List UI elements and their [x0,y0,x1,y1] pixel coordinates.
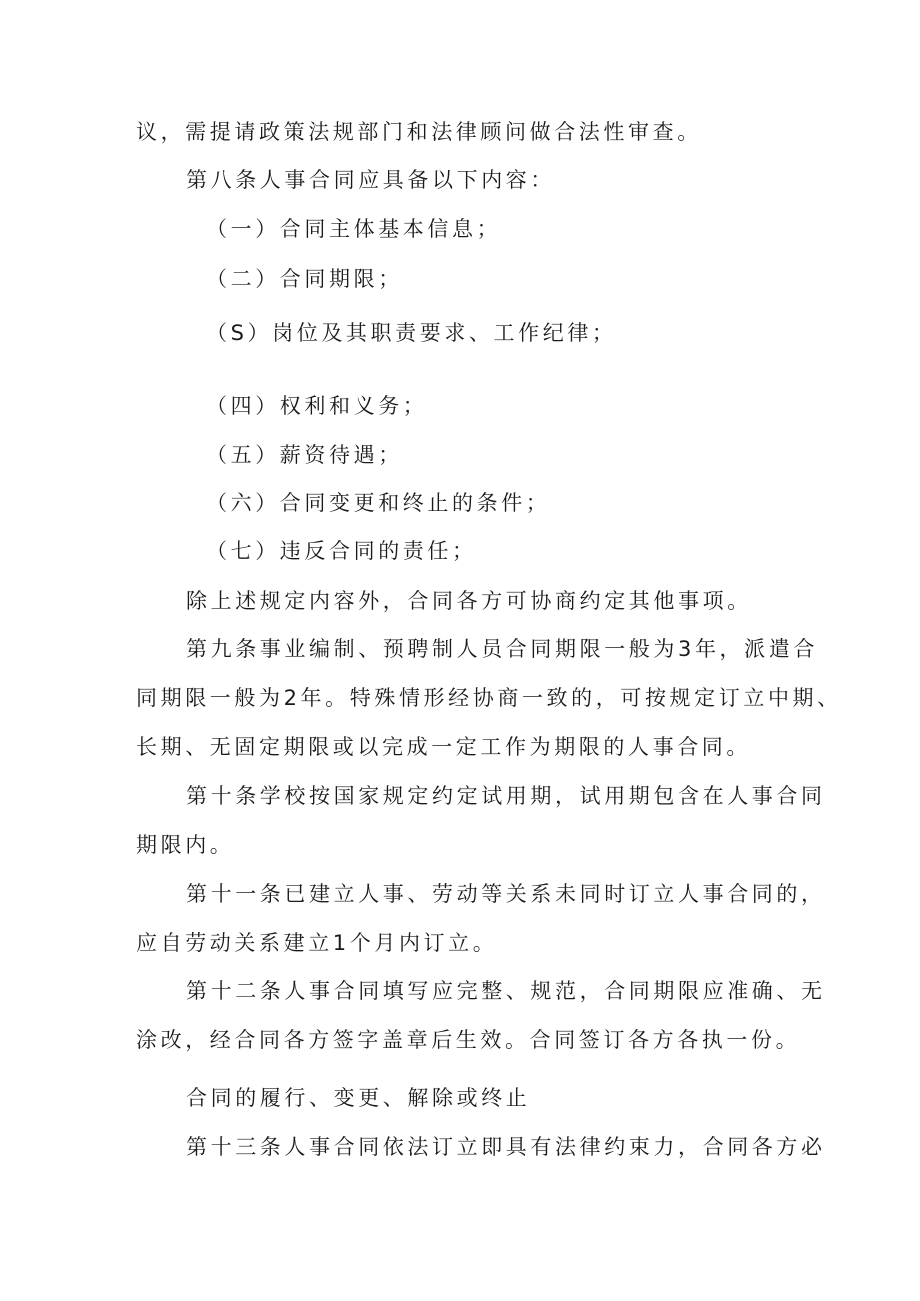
section-heading: 合同的履行、变更、解除或终止 [186,1086,531,1110]
paragraph-line: 涂改，经合同各方签字盖章后生效。合同签订各方各执一份。 [136,1028,801,1052]
paragraph-line: 除上述规定内容外，合同各方可协商约定其他事项。 [186,589,752,613]
paragraph-line: 长期、无固定期限或以完成一定工作为期限的人事合同。 [136,735,751,759]
article-12-line: 第十二条人事合同填写应完整、规范，合同期限应准确、无 [186,979,826,1003]
list-item: （S）岗位及其职责要求、工作纪律； [206,321,617,345]
list-item: （七）违反合同的责任； [206,539,477,563]
list-item: （二）合同期限； [206,267,403,291]
article-10-line: 第十条学校按国家规定约定试用期，试用期包含在人事合同 [186,784,826,808]
paragraph-line: 应自劳动关系建立1个月内订立。 [136,931,498,955]
list-item: （五）薪资待遇； [206,443,403,467]
article-13-line: 第十三条人事合同依法订立即具有法律约束力，合同各方必 [186,1135,826,1159]
article-9-line: 第九条事业编制、预聘制人员合同期限一般为3年，派遣合 [186,637,818,661]
article-8-heading: 第八条人事合同应具备以下内容： [186,168,555,192]
list-item: （四）权利和义务； [206,394,428,418]
article-11-line: 第十一条已建立人事、劳动等关系未同时订立人事合同的， [186,882,826,906]
paragraph-line: 同期限一般为2年。特殊情形经协商一致的，可按规定订立中期、 [136,686,842,710]
list-item: （六）合同变更和终止的条件； [206,491,551,515]
list-item: （一）合同主体基本信息； [206,217,502,241]
paragraph-line: 议，需提请政策法规部门和法律顾问做合法性审查。 [136,120,702,144]
paragraph-line: 期限内。 [136,833,235,857]
